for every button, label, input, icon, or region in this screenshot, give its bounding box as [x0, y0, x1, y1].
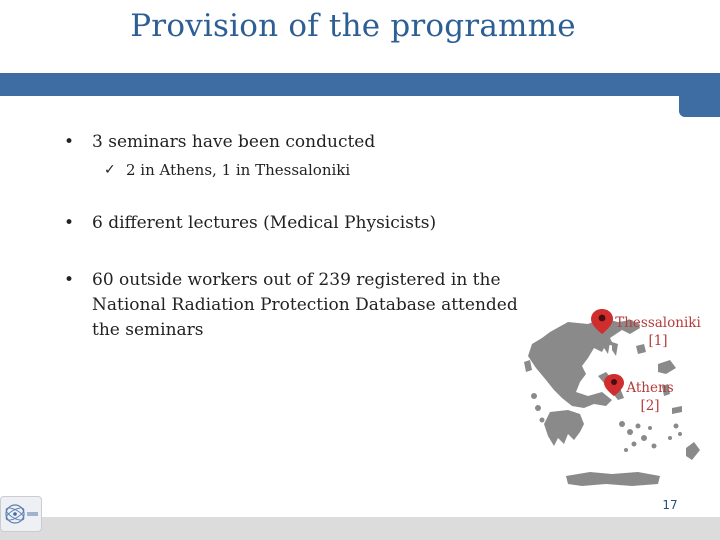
bullet-text: 6 different lectures (Medical Physicists) — [92, 213, 437, 233]
bullet-item — [64, 130, 484, 155]
location-name: Athens — [626, 380, 674, 396]
bullet-dot: • — [64, 213, 75, 233]
page-number: 17 — [662, 498, 678, 512]
header-bar — [0, 73, 720, 96]
slide-title: Provision of the programme — [130, 8, 576, 44]
bullet-item — [64, 211, 504, 236]
bullet-dot: • — [64, 132, 75, 152]
bullet-text-line: the seminars — [92, 320, 204, 340]
location-count: [2] — [640, 398, 660, 414]
sub-bullet-text: 2 in Athens, 1 in Thessaloniki — [126, 161, 351, 179]
bullet-text-line: National Radiation Protection Database attended — [92, 295, 518, 315]
bullet-item — [64, 268, 534, 343]
bullet-text: 3 seminars have been conducted — [92, 132, 376, 152]
sub-bullet-item — [104, 159, 404, 181]
checkmark-icon: ✓ — [104, 162, 116, 178]
location-count: [1] — [648, 333, 668, 349]
bullet-text-line: 60 outside workers out of 239 registered in the — [92, 270, 501, 290]
map-label-thessaloniki — [608, 314, 708, 350]
footer-band — [0, 517, 720, 540]
location-name: Thessaloniki — [615, 315, 701, 331]
map-label-athens — [612, 379, 688, 415]
header-bar-tab — [679, 73, 720, 117]
eeae-logo-icon — [0, 496, 42, 532]
bullet-dot: • — [64, 270, 75, 290]
